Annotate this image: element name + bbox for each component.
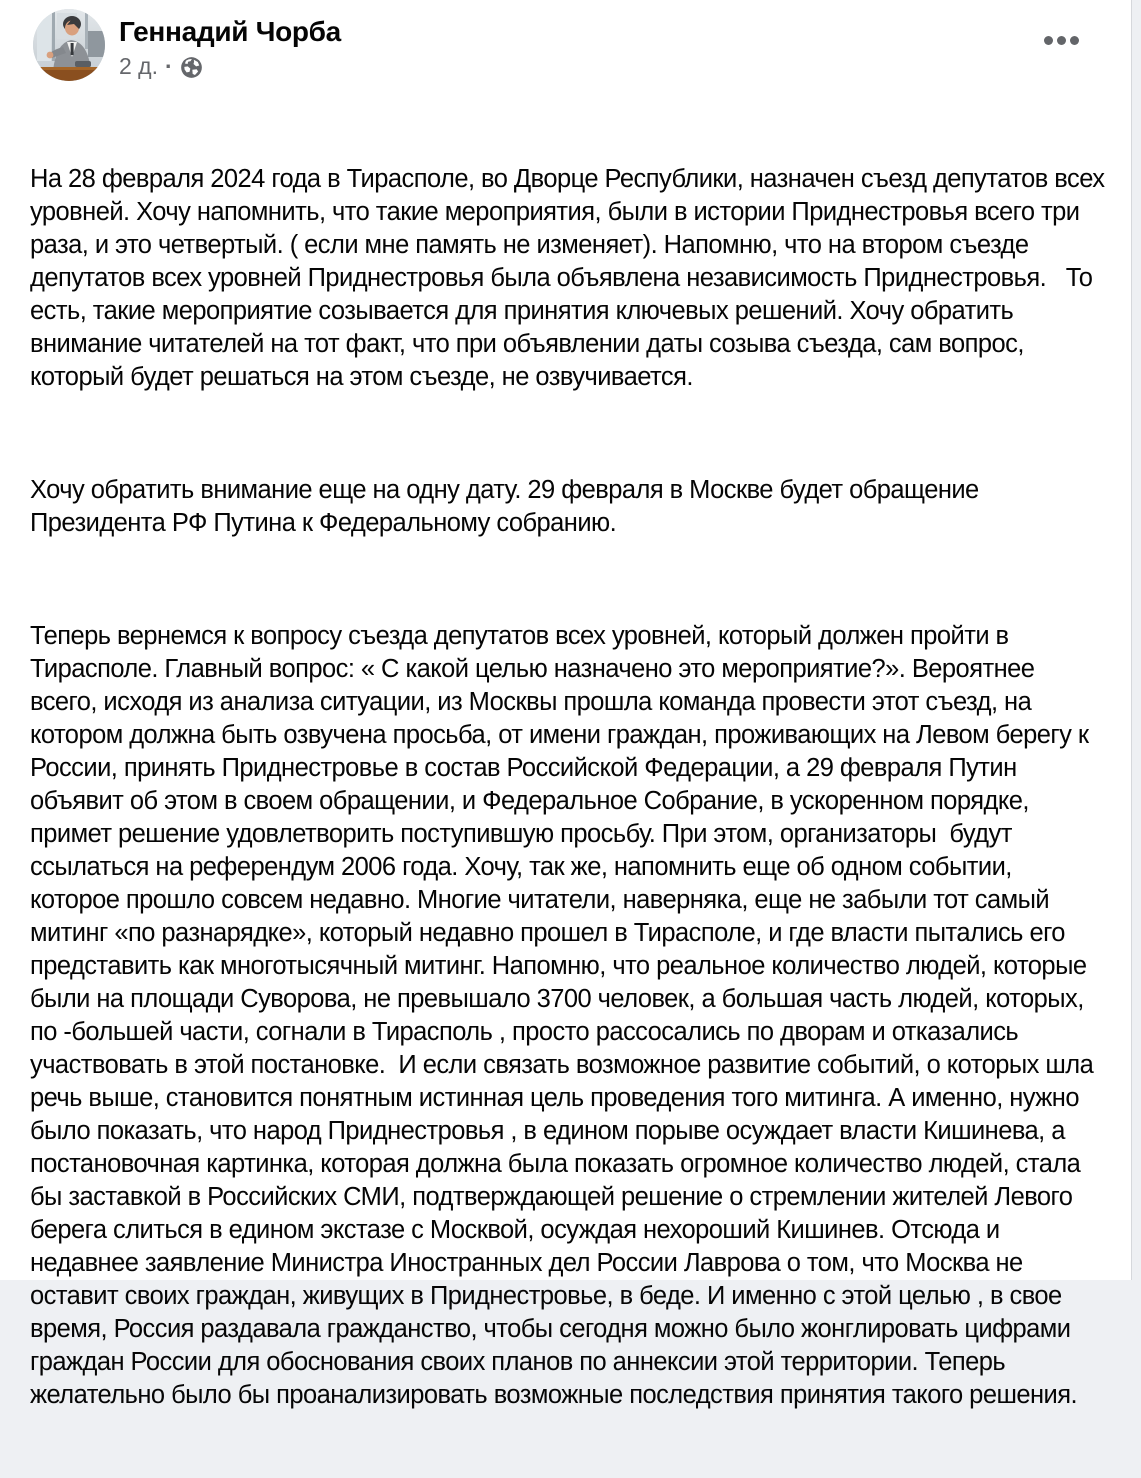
ellipsis-icon: [1044, 36, 1079, 45]
author-name[interactable]: Геннадий Чорба: [119, 16, 341, 47]
post-paragraph: Хочу обратить внимание еще на одну дату. 29 февраля в Москве будет обращение Президента РФ Путина к Федеральному собранию.: [30, 476, 986, 537]
post-options-button[interactable]: [1034, 26, 1089, 55]
avatar[interactable]: [33, 9, 105, 81]
avatar-photo: [33, 9, 105, 81]
post-text: [0, 97, 1131, 1478]
audience-globe-icon: [180, 56, 203, 79]
post-paragraph: Теперь вернемся к вопросу съезда депутатов всех уровней, который должен пройти в Тирасполе. Главный вопрос: « С какой целью назначено это мероприятие?». Вероятнее всего, исходя из анализа ситуации, из Москвы прошла команда провести этот съезд, на котором должна быть озвучена просьба, от имени граждан, проживающих на Левом берегу к России, принять Приднестровье в состав Российской Федерации, а 29 февраля Путин объявит об этом в своем обращении, и Федеральное Собрание, в ускоренном порядке, примет решение удовлетворить поступившую просьбу. При этом, организаторы будут ссылаться на референдум 2006 года. Хочу, так же, напомнить еще об одном событии, которое прошло совсем недавно. Многие читатели, наверняка, еще не забыли тот самый митинг «по разнарядке», который недавно прошел в Тирасполе, и где власти пытались его представить как многотысячный митинг. Напомню, что реальное количество людей, которые были на площади Суворова, не превышало 3700 человек, а большая часть людей, которых, по -большей части, согнали в Тирасполь , просто рассосались по дворам и отказались участвовать в этой постановке. И если связать возможное развитие событий, о которых шла речь выше, становится понятным истинная цель проведения того митинга. А именно, нужно было показать, что народ Приднестровья , в едином порыве осуждает власти Кишинева, а постановочная картинка, которая должна была показать огромное количество людей, стала бы заставкой в Российских СМИ, подтверждающей решение о стремлении жителей Левого берега слиться в едином экстазе с Москвой, осуждая нехороший Кишинев. Отсюда и недавнее заявление Министра Иностранных дел России Лаврова о том, что Москва не оставит своих граждан, живущих в Приднестровье, в беде. И именно с этой целью , в свое время, Россия раздавала гражданство, чтобы сегодня можно было жонглировать цифрами граждан России для обоснования своих планов по аннексии этой территории. Теперь желательно было бы проанализировать возможные последствия принятия такого решения.: [30, 622, 1100, 1409]
post-header: [0, 0, 1131, 81]
post-meta: [119, 52, 341, 80]
meta-separator: ·: [165, 53, 173, 79]
header-text: [119, 9, 341, 80]
post-paragraph: На 28 февраля 2024 года в Тирасполе, во Дворце Республики, назначен съезд депутатов всех уровней. Хочу напомнить, что такие мероприятия, были в истории Приднестровья всего три раза, и это четвертый. ( если мне память не изменяет). Напомню, что на втором съезде депутатов всех уровней Приднестровья была объявлена независимость Приднестровья. То есть, такие мероприятие созывается для принятия ключевых решений. Хочу обратить внимание читателей на тот факт, что при объявлении даты созыва съезда, сам вопрос, который будет решаться на этом съезде, не озвучивается.: [30, 165, 1112, 391]
post-timestamp[interactable]: 2 д.: [119, 53, 158, 79]
